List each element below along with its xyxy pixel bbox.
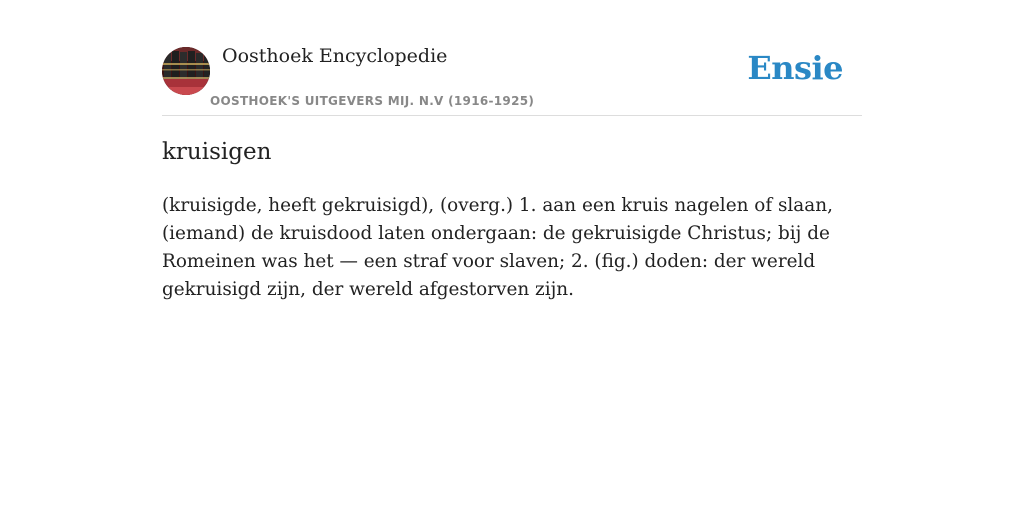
entry-title: kruisigen: [162, 139, 272, 165]
page-container: [162, 0, 862, 300]
source-avatar[interactable]: [162, 47, 210, 95]
source-subtitle: OOSTHOEK'S UITGEVERS MIJ. N.V (1916-1925): [210, 94, 535, 108]
entry-body: (kruisigde, heeft gekruisigd), (overg.) 1. aan een kruis nagelen of slaan, (iemand) de kruisdood laten ondergaan: de gekruisigde Christus; bij de Romeinen was het — een straf voor slaven; 2. (fig.) doden: der wereld gekruisigd zijn, der wereld afgestorven zijn.: [162, 195, 833, 300]
ensie-logo-link[interactable]: Ensie: [747, 49, 843, 87]
book-spines-icon: [162, 47, 210, 95]
source-title[interactable]: Oosthoek Encyclopedie: [222, 45, 448, 67]
source-header: [162, 0, 862, 116]
